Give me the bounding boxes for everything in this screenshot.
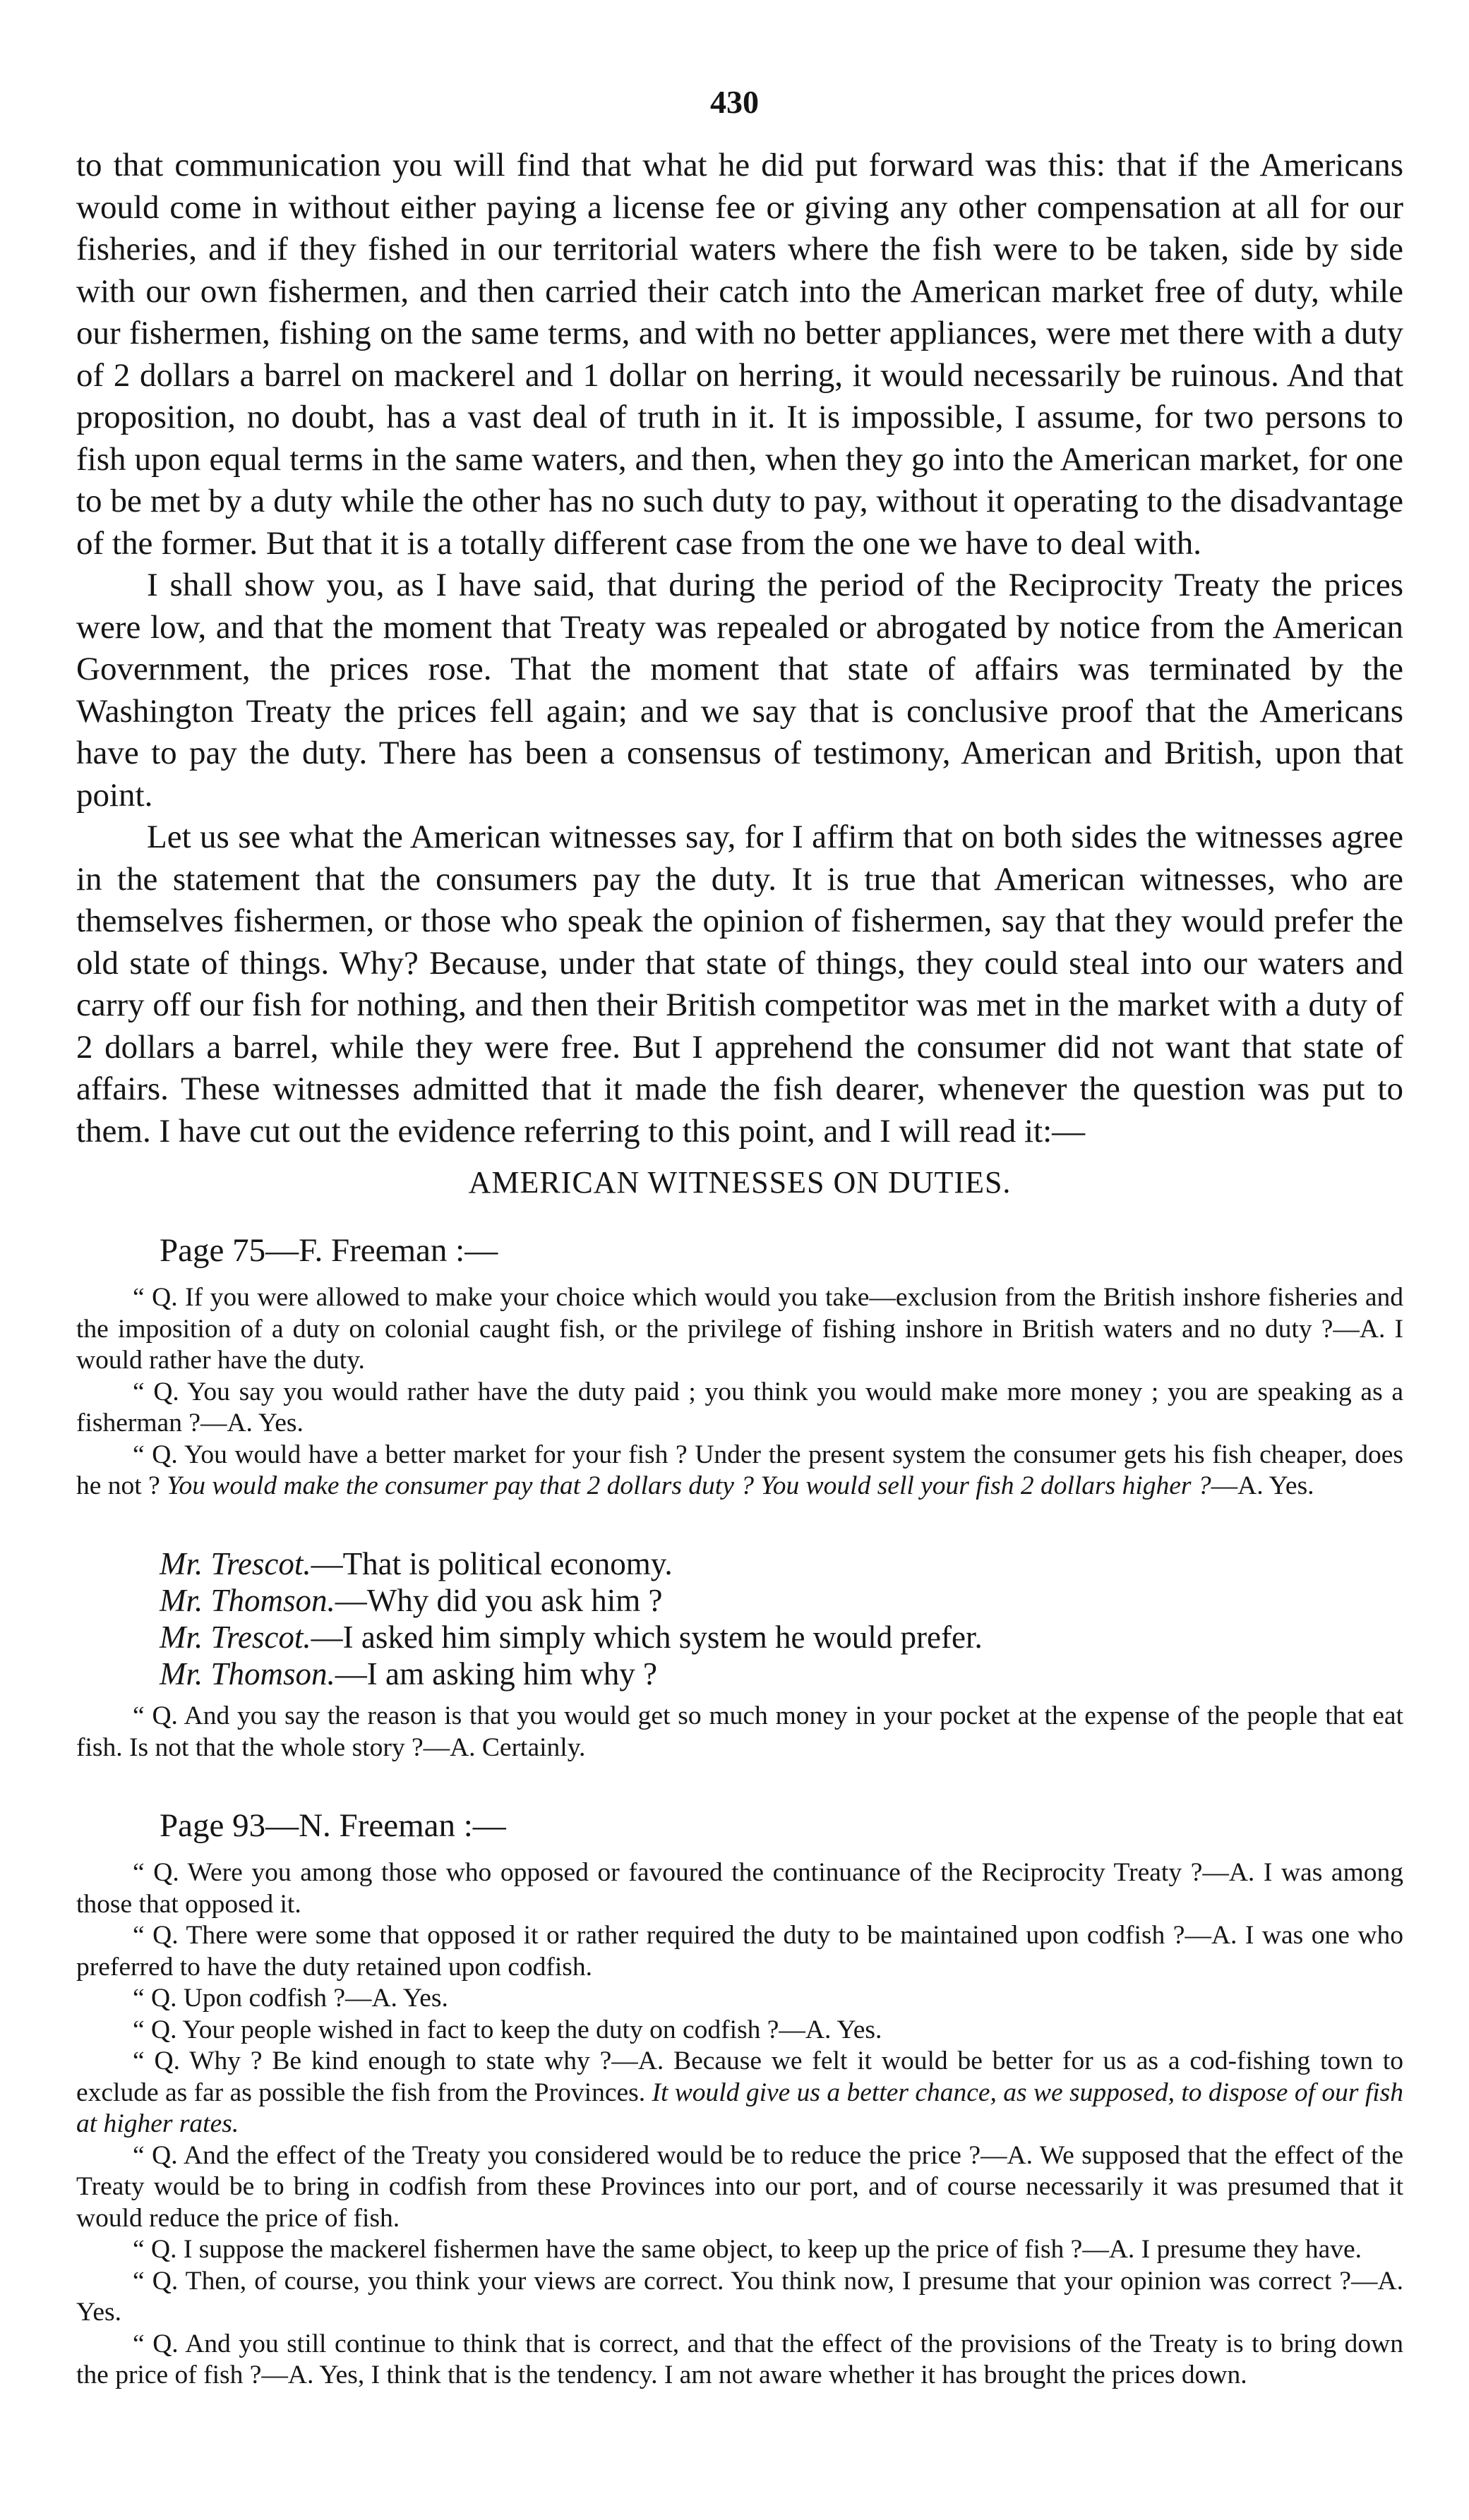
quote-q3 <box>76 1440 1403 1502</box>
quote-p93-q8: “ Q. Then, of course, you think your views are correct. You think now, I presume that your opinion was correct ?—A. Yes. <box>76 2266 1403 2327</box>
quote-p93-q7: “ Q. I suppose the mackerel fishermen have the same object, to keep up the price of fish ?—A. I presume they have. <box>133 2235 1362 2264</box>
quote-q3-answer: —A. Yes. <box>1211 1471 1314 1500</box>
page-75-reference: Page 75—F. Freeman :— <box>160 1232 498 1269</box>
main-text-column <box>76 145 1403 1152</box>
speaker-name: Mr. Thomson. <box>160 1583 335 1618</box>
dialogue-line <box>160 1582 1403 1619</box>
quote-p93-q1: “ Q. Were you among those who opposed or favoured the continuance of the Reciprocity Treaty ?—A. I was among those that opposed it. <box>76 1858 1403 1919</box>
quote-q2: “ Q. You say you would rather have the duty paid ; you think you would make more money ; you are speaking as a fisherman ?—A. Yes. <box>76 1377 1403 1437</box>
dialogue-line <box>160 1656 1403 1692</box>
dialogue-text: —That is political economy. <box>311 1546 673 1581</box>
speaker-name: Mr. Trescot. <box>160 1620 311 1655</box>
page-93-reference: Page 93—N. Freeman :— <box>160 1807 506 1844</box>
page-number: 430 <box>710 84 759 120</box>
dialogue-line <box>160 1545 1403 1582</box>
quote-q4: “ Q. And you say the reason is that you would get so much money in your pocket at the expense of the people that eat fish. Is not that the whole story ?—A. Certainly. <box>76 1701 1403 1762</box>
body-text <box>76 145 1403 1152</box>
page-75-after-quote <box>76 1701 1403 1764</box>
dialogue-text: —I asked him simply which system he would prefer. <box>311 1620 983 1655</box>
quote-p93-q6: “ Q. And the effect of the Treaty you considered would be to reduce the price ?—A. We supposed that the effect of the Treaty would be to bring in codfish from these Provinces into our port, and of course necessarily it was presumed that it would reduce the price of fish. <box>76 2140 1403 2233</box>
quote-p93-q9: “ Q. And you still continue to think that is correct, and that the effect of the provisions of the Treaty is to bring down the price of fish ?—A. Yes, I think that is the tendency. I am not aware whether it has brought the prices down. <box>76 2329 1403 2389</box>
page-75-after-block <box>76 1701 1403 1764</box>
dialogue-block <box>76 1545 1403 1692</box>
section-heading: AMERICAN WITNESSES ON DUTIES. <box>468 1165 1012 1200</box>
quote-p93-q5-italic: It would give us a better chance, as we supposed, to dispose of our fish at higher rates. <box>76 2078 1404 2138</box>
page-75-block <box>76 1231 1403 1502</box>
quote-p93-q4: “ Q. Your people wished in fact to keep the duty on codfish ?—A. Yes. <box>133 2015 882 2044</box>
speaker-name: Mr. Thomson. <box>160 1656 335 1692</box>
paragraph-1: to that communication you will find that what he did put forward was this: that if the Americans would come in without either paying a license fee or giving any other compensation at all for our fisheries, and if they fished in our territorial waters where the fish were to be taken, side by side with our own fishermen, and then carried their catch into the American market free of duty, while our fishermen, fishing on the same terms, and with no better appliances, were met there with a duty of 2 dollars a barrel on mackerel and 1 dollar on herring, it would necessarily be ruinous. And that proposition, no doubt, has a vast deal of truth in it. It is impossible, I assume, for two persons to fish upon equal terms in the same waters, and then, when they go into the American market, for one to be met by a duty while the other has no such duty to pay, without it operating to the disadvantage of the former. But that it is a totally different case from the one we have to deal with. <box>76 147 1403 562</box>
quote-p93-q5-text: “ Q. Why ? Be kind enough to state why ?—A. Because we felt it would be better for us as a cod-fishing town to exclude as far as possible the fish from the Provinces. <box>76 2046 1403 2107</box>
quote-p93-q2: “ Q. There were some that opposed it or rather required the duty to be maintained upon codfish ?—A. I was one who preferred to have the duty retained upon codfish. <box>76 1921 1403 1982</box>
quote-q1: “ Q. If you were allowed to make your choice which would you take—exclusion from the British inshore fisheries and the imposition of a duty on colonial caught fish, or the privilege of fishing inshore in British waters and no duty ?—A. I would rather have the duty. <box>76 1283 1403 1375</box>
paragraph-3: Let us see what the American witnesses say, for I affirm that on both sides the witnesses agree in the statement that the consumers pay the duty. It is true that American witnesses, who are themselves fishermen, or those who speak the opinion of fishermen, say that they would prefer the old state of things. Why? Because, under that state of things, they could steal into our waters and carry off our fish for nothing, and then their British competitor was met in the market with a duty of 2 dollars a barrel, while they were free. But I apprehend the consumer did not want that state of affairs. These witnesses admitted that it made the fish dearer, whenever the question was put to them. I have cut out the evidence referring to this point, and I will read it:— <box>76 819 1403 1150</box>
dialogue-line <box>160 1619 1403 1656</box>
quote-p93-q5 <box>76 2046 1403 2140</box>
witnesses-section <box>76 1164 1403 1200</box>
paragraph-2: I shall show you, as I have said, that during the period of the Reciprocity Treaty the prices were low, and that the moment that Treaty was repealed or abrogated by notice from the American Government, the prices rose. That the moment that state of affairs was terminated by the Washington Treaty the prices fell again; and we say that is conclusive proof that the Americans have to pay the duty. There has been a consensus of testimony, American and British, upon that point. <box>76 567 1403 814</box>
dialogue-text: —I am asking him why ? <box>335 1656 657 1692</box>
dialogue <box>160 1545 1403 1692</box>
page-93-quotes <box>76 1857 1403 2392</box>
quote-q3-italic: You would make the consumer pay that 2 dollars duty ? You would sell your fish 2 dollars higher ? <box>167 1471 1211 1500</box>
speaker-name: Mr. Trescot. <box>160 1546 311 1581</box>
quote-q3-text: “ Q. You would have a better market for your fish ? Under the present system the consumer gets his fish cheaper, does he not ? <box>76 1440 1403 1500</box>
dialogue-text: —Why did you ask him ? <box>335 1583 663 1618</box>
page-75-quotes <box>76 1282 1403 1502</box>
quote-p93-q3: “ Q. Upon codfish ?—A. Yes. <box>133 1984 448 2013</box>
page-93-block <box>76 1807 1403 2392</box>
